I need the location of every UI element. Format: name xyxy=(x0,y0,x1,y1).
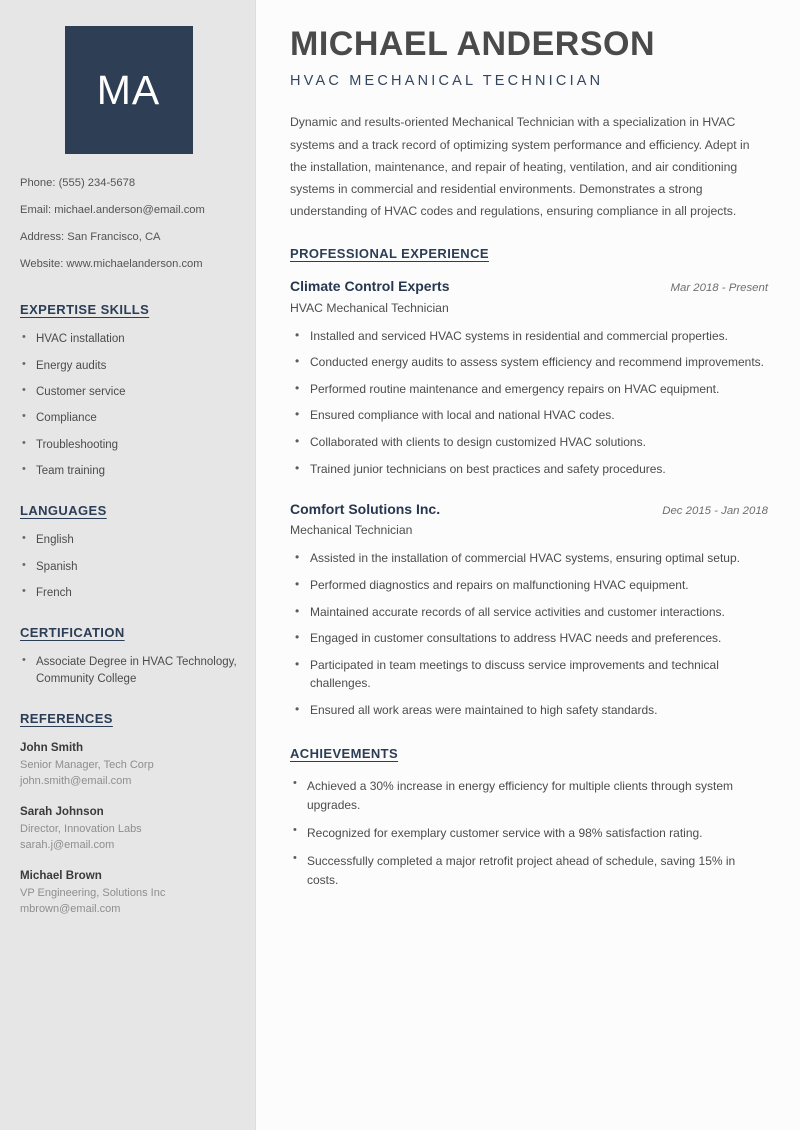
professional-experience-heading: PROFESSIONAL EXPERIENCE xyxy=(290,246,489,262)
list-item: • Ensured all work areas were maintained to high safety standards. xyxy=(290,701,768,720)
list-item: • HVAC installation xyxy=(20,331,237,347)
references-heading: REFERENCES xyxy=(20,711,113,727)
list-item: • Participated in team meetings to discuss service improvements and technical challenges. xyxy=(290,656,768,693)
experience-bullet-list xyxy=(290,549,768,719)
expertise-skills-heading: EXPERTISE SKILLS xyxy=(20,302,150,318)
professional-summary: Dynamic and results-oriented Mechanical Technician with a specialization in HVAC systems and a track record of optimizing system performance and efficiency. Adept in the installation, maintenance, and repair of heating, ventilation, and air conditioning systems in commercial and residential environments. Demonstrates a strong understanding of HVAC codes and regulations, ensuring compliance in all projects. xyxy=(290,115,750,219)
reference-role: VP Engineering, Solutions Inc xyxy=(20,886,166,899)
section-professional-experience xyxy=(290,246,768,719)
list-item xyxy=(20,804,237,854)
contact-list xyxy=(20,176,237,272)
experience-header xyxy=(290,277,768,295)
certification-heading: CERTIFICATION xyxy=(20,625,125,641)
contact-email: Email: michael.anderson@email.com xyxy=(20,204,205,217)
experience-dates: Dec 2015 - Jan 2018 xyxy=(662,505,768,518)
experience-bullet-list xyxy=(290,327,768,479)
list-item: • Performed diagnostics and repairs on malfunctioning HVAC equipment. xyxy=(290,576,768,595)
achievements-list xyxy=(290,777,768,891)
list-item: • Achieved a 30% increase in energy efficiency for multiple clients through system upgrades. xyxy=(290,777,768,815)
list-item: • Energy audits xyxy=(20,358,237,374)
section-expertise-skills xyxy=(20,302,237,479)
experience-dates: Mar 2018 - Present xyxy=(670,282,768,295)
list-item: • Associate Degree in HVAC Technology, Community College xyxy=(20,654,237,687)
contact-phone: Phone: (555) 234-5678 xyxy=(20,177,136,189)
experience-entry xyxy=(290,277,768,478)
languages-list xyxy=(20,532,237,601)
list-item: • Maintained accurate records of all service activities and customer interactions. xyxy=(290,603,768,622)
section-achievements xyxy=(290,746,768,891)
list-item: • Ensured compliance with local and national HVAC codes. xyxy=(290,406,768,425)
list-item: • Assisted in the installation of commercial HVAC systems, ensuring optimal setup. xyxy=(290,549,768,568)
list-item: • Collaborated with clients to design customized HVAC solutions. xyxy=(290,433,768,452)
section-references xyxy=(20,711,237,918)
experience-company: Climate Control Experts xyxy=(290,278,450,295)
avatar-container xyxy=(20,26,237,154)
experience-role: Mechanical Technician xyxy=(290,523,413,538)
list-item: • Team training xyxy=(20,463,237,479)
list-item: • Trained junior technicians on best practices and safety procedures. xyxy=(290,460,768,479)
reference-name: Michael Brown xyxy=(20,868,102,882)
list-item: • Performed routine maintenance and emergency repairs on HVAC equipment. xyxy=(290,380,768,399)
list-item: • Engaged in customer consultations to address HVAC needs and preferences. xyxy=(290,629,768,648)
contact-website: Website: www.michaelanderson.com xyxy=(20,258,203,271)
certification-list xyxy=(20,654,237,687)
contact-address: Address: San Francisco, CA xyxy=(20,231,161,244)
experience-role: HVAC Mechanical Technician xyxy=(290,300,449,315)
list-item: • Installed and serviced HVAC systems in residential and commercial properties. xyxy=(290,327,768,346)
reference-name: John Smith xyxy=(20,741,84,755)
list-item: • English xyxy=(20,532,237,548)
list-item: • Spanish xyxy=(20,559,237,575)
experience-header xyxy=(290,500,768,518)
reference-email: sarah.j@email.com xyxy=(20,838,115,851)
reference-role: Director, Innovation Labs xyxy=(20,823,142,836)
reference-name: Sarah Johnson xyxy=(20,804,104,818)
sidebar xyxy=(0,0,256,1130)
list-item xyxy=(20,740,237,790)
list-item: • Troubleshooting xyxy=(20,437,237,453)
list-item: • French xyxy=(20,585,237,601)
list-item: • Successfully completed a major retrofit project ahead of schedule, saving 15% in costs. xyxy=(290,852,768,890)
list-item: • Compliance xyxy=(20,410,237,426)
list-item: • Recognized for exemplary customer service with a 98% satisfaction rating. xyxy=(290,824,768,843)
experience-entry xyxy=(290,500,768,719)
list-item: • Conducted energy audits to assess system efficiency and recommend improvements. xyxy=(290,353,768,372)
reference-email: john.smith@email.com xyxy=(20,775,132,788)
reference-role: Senior Manager, Tech Corp xyxy=(20,759,154,772)
page-title: MICHAEL ANDERSON xyxy=(290,25,656,63)
list-item: • Customer service xyxy=(20,384,237,400)
reference-email: mbrown@email.com xyxy=(20,902,121,915)
list-item xyxy=(20,868,237,918)
job-title: HVAC MECHANICAL TECHNICIAN xyxy=(290,73,604,90)
avatar: MA xyxy=(65,26,193,154)
section-certification xyxy=(20,625,237,687)
achievements-heading: ACHIEVEMENTS xyxy=(290,745,399,761)
experience-company: Comfort Solutions Inc. xyxy=(290,501,441,518)
main-content xyxy=(256,0,800,1130)
languages-heading: LANGUAGES xyxy=(20,503,107,519)
section-languages xyxy=(20,503,237,601)
expertise-skills-list xyxy=(20,331,237,479)
